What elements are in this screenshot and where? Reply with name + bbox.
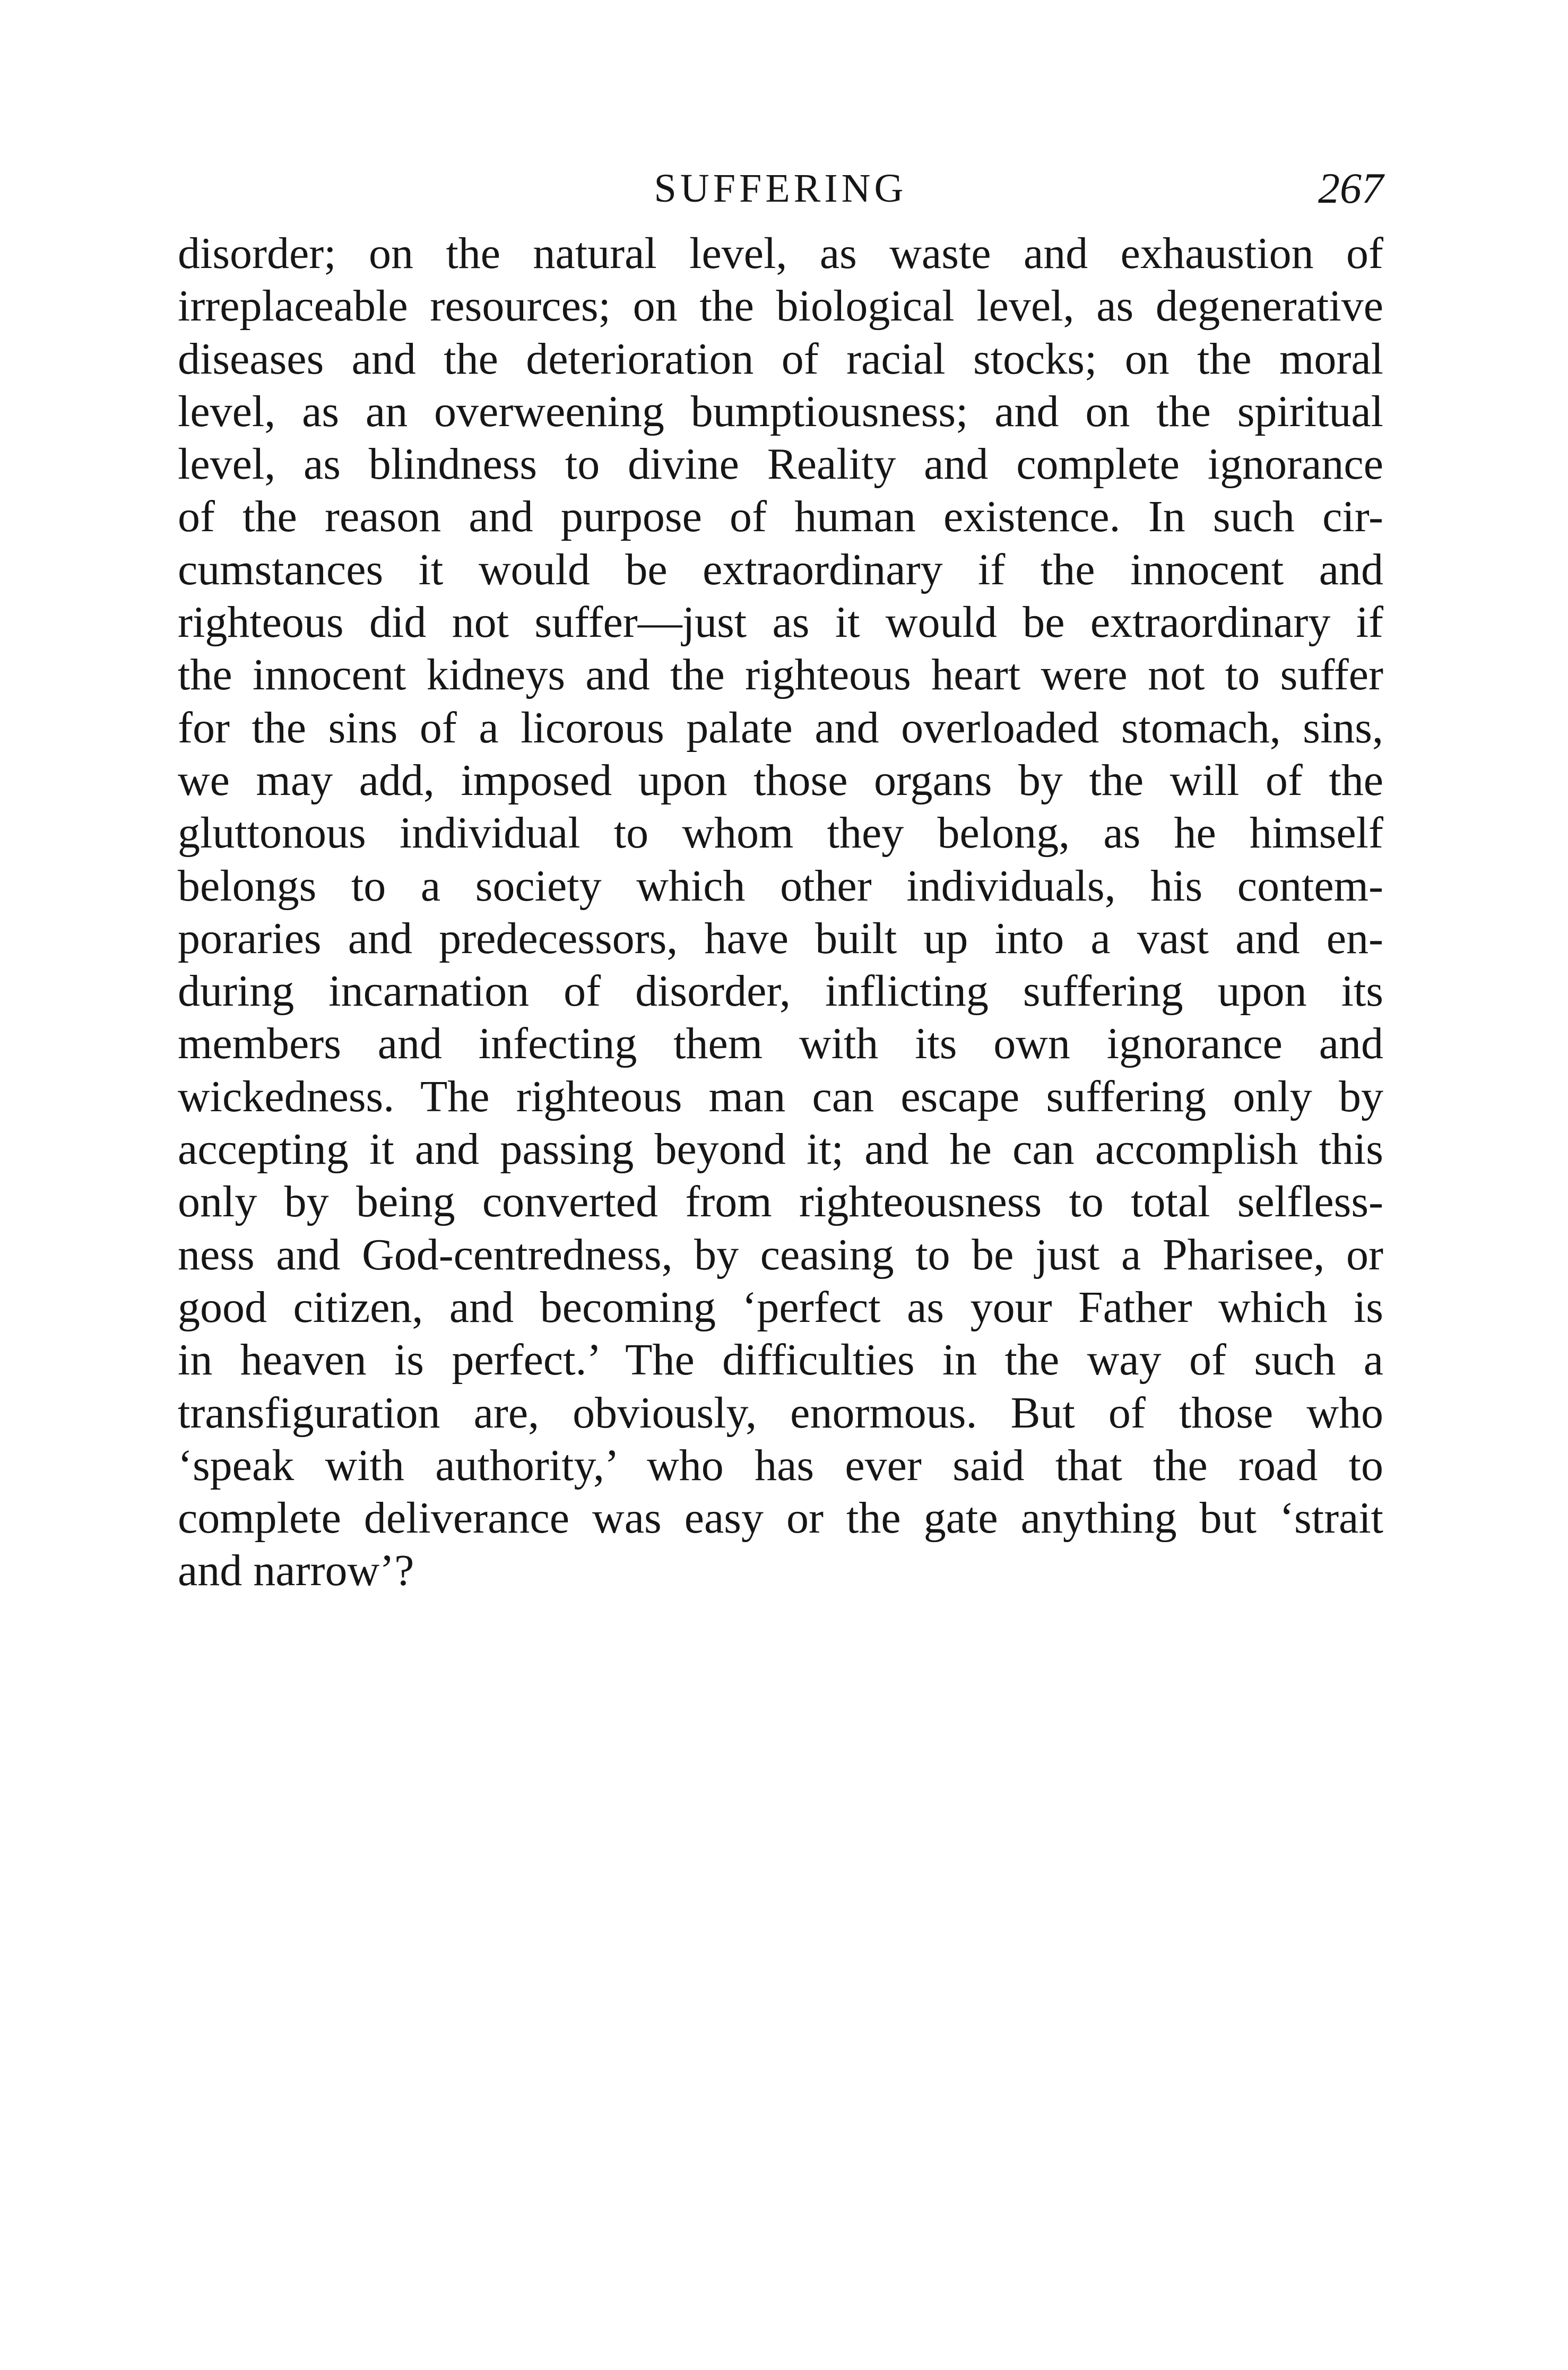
text-line: disorder; on the natural level, as waste and exhaustion of [178,229,1383,278]
text-line: level, as blindness to divine Reality and complete ignorance [178,439,1383,489]
text-line: belongs to a society which other individuals, his contem- [178,861,1383,911]
text-line: good citizen, and becoming ‘perfect as your Father which is [178,1282,1383,1332]
text-line: ‘speak with authority,’ who has ever said that the road to [178,1440,1383,1490]
text-line: during incarnation of disorder, inflicting suffering upon its [178,966,1383,1016]
text-line: members and infecting them with its own ignorance and [178,1019,1383,1069]
text-line: accepting it and passing beyond it; and he can accomplish this [178,1125,1383,1174]
running-title: SUFFERING [654,166,907,211]
text-line: wickedness. The righteous man can escape suffering only by [178,1071,1383,1121]
running-head [178,159,1383,218]
text-line: diseases and the deterioration of racial stocks; on the moral [178,334,1383,384]
text-line: of the reason and purpose of human existence. In such cir- [178,492,1383,542]
text-line: cumstances it would be extraordinary if the innocent and [178,544,1383,594]
page-number: 267 [1318,164,1383,212]
text-line: righteous did not suffer—just as it would be extraordinary if [178,598,1383,647]
text-line: complete deliverance was easy or the gate anything but ‘strait [178,1493,1383,1543]
text-line: irreplaceable resources; on the biological level, as degenerative [178,281,1383,331]
text-line: poraries and predecessors, have built up into a vast and en- [178,913,1383,963]
text-line: level, as an overweening bumptiousness; and on the spiritual [178,386,1383,436]
text-line: in heaven is perfect.’ The difficulties in the way of such a [178,1335,1383,1385]
body-paragraph [178,227,1383,1597]
text-line: transfiguration are, obviously, enormous. But of those who [178,1388,1383,1438]
text-line: for the sins of a licorous palate and overloaded stomach, sins, [178,703,1383,752]
text-line: ness and God-centredness, by ceasing to be just a Pharisee, or [178,1230,1383,1279]
text-line: we may add, imposed upon those organs by the will of the [178,755,1383,805]
text-line: only by being converted from righteousness to total selfless- [178,1177,1383,1227]
text-line: and narrow’? [178,1546,414,1596]
text-line: the innocent kidneys and the righteous heart were not to suffer [178,650,1383,700]
text-line: gluttonous individual to whom they belong, as he himself [178,808,1383,858]
